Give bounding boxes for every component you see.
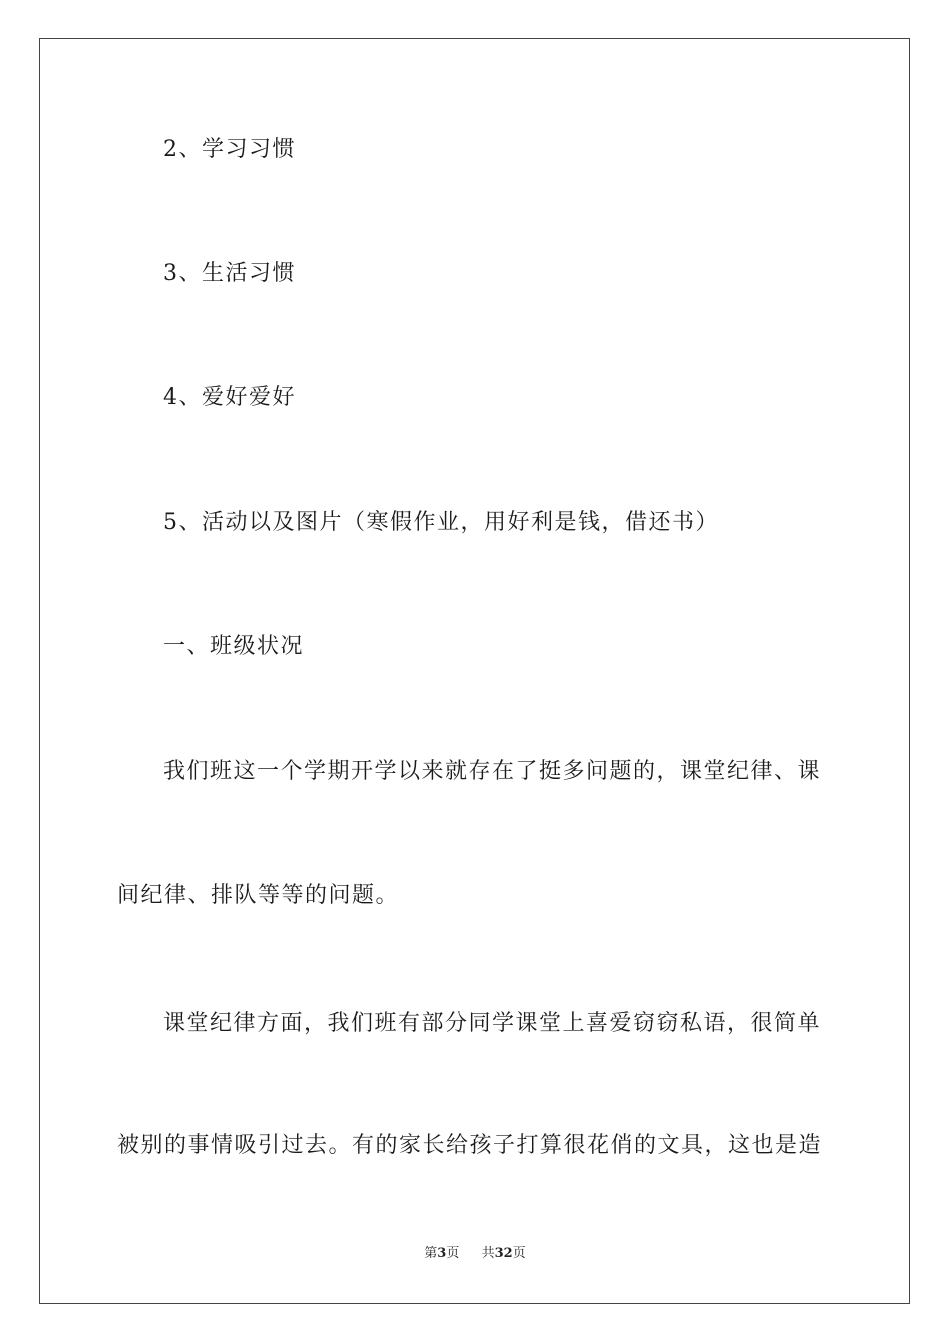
footer-total-prefix: 共 <box>481 1246 495 1261</box>
list-item-hobbies: 4、爱好爱好 <box>163 385 296 410</box>
paragraph-line: 课堂纪律方面，我们班有部分同学课堂上喜爱窃窃私语，很简单 <box>163 1011 822 1036</box>
footer-page-prefix: 第 <box>424 1246 438 1261</box>
page-border <box>39 38 910 1304</box>
list-item-study-habits: 2、学习习惯 <box>163 137 296 162</box>
paragraph-line: 我们班这一个学期开学以来就存在了挺多问题的，课堂纪律、课 <box>163 759 822 784</box>
page-footer <box>0 1245 950 1263</box>
footer-page-suffix: 页 <box>446 1246 460 1261</box>
footer-total-number: 32 <box>494 1246 513 1261</box>
section-heading-class-status: 一、班级状况 <box>163 634 305 659</box>
paragraph-line: 间纪律、排队等等的问题。 <box>117 883 400 908</box>
list-item-activities: 5、活动以及图片（寒假作业，用好利是钱，借还书） <box>163 510 719 535</box>
footer-total-suffix: 页 <box>512 1246 526 1261</box>
list-item-life-habits: 3、生活习惯 <box>163 261 296 286</box>
paragraph-line: 被别的事情吸引过去。有的家长给孩子打算很花俏的文具，这也是造 <box>117 1133 823 1158</box>
footer-page-number: 3 <box>437 1246 447 1261</box>
